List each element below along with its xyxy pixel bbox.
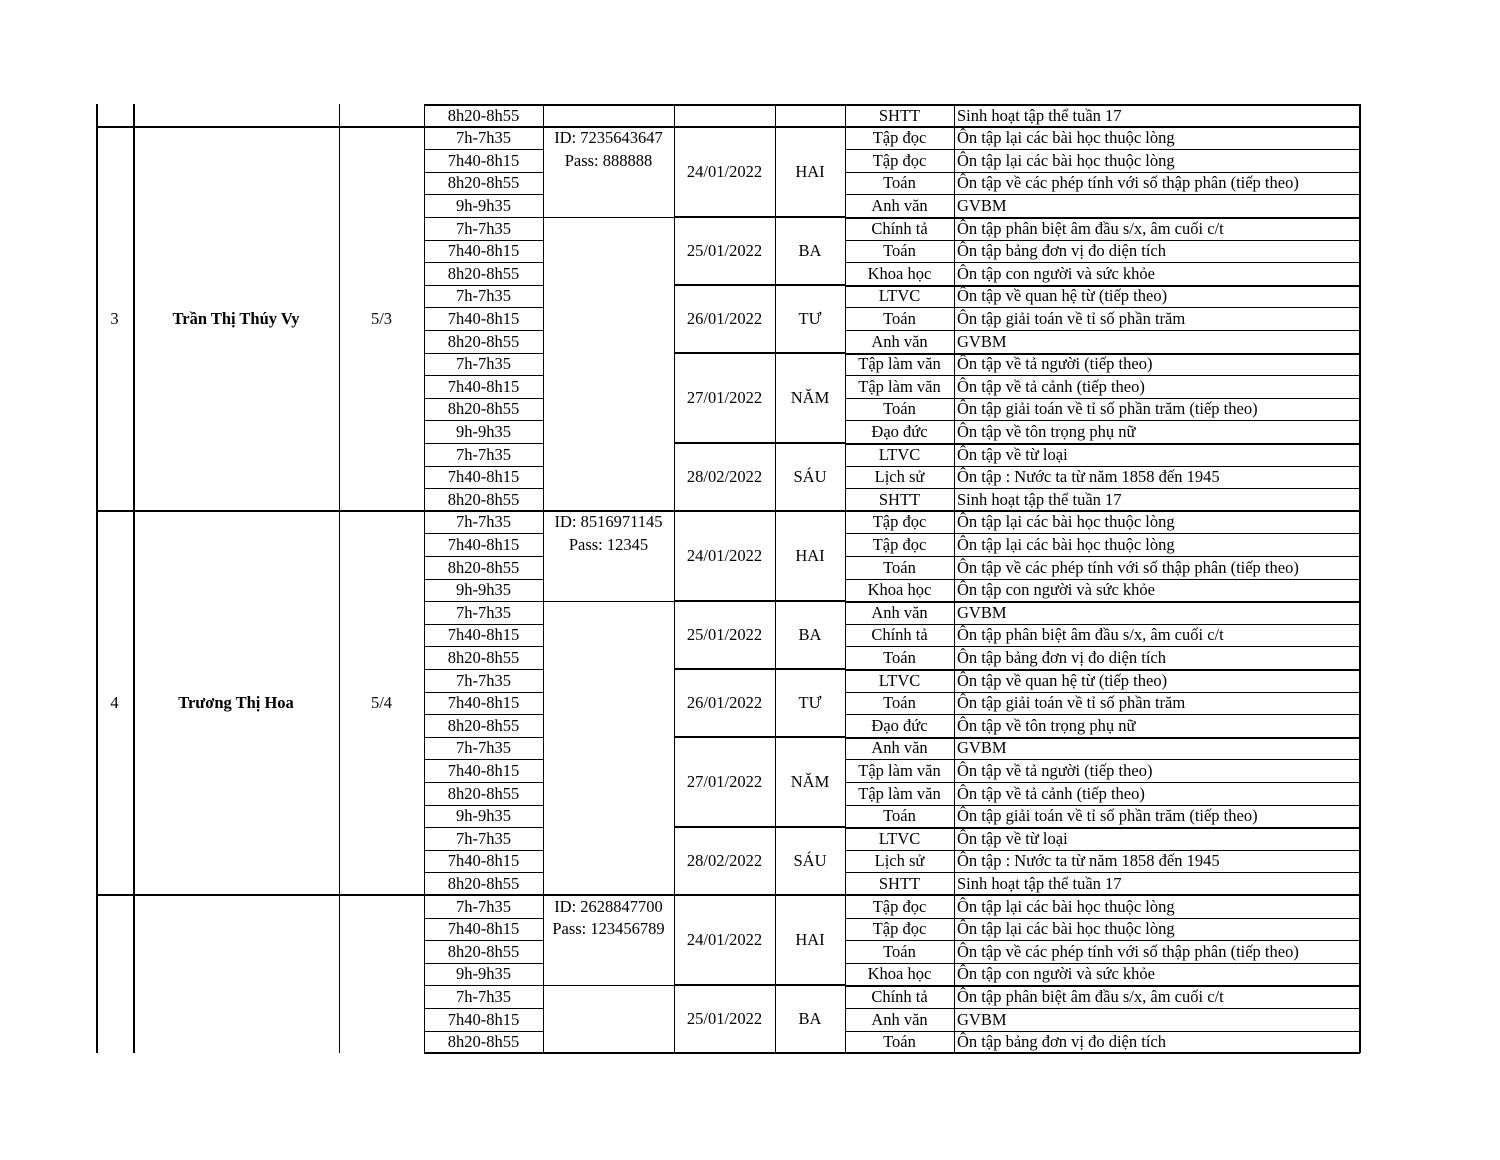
lesson-content: Sinh hoạt tập thể tuần 17 (957, 105, 1122, 125)
subject: Tập làm văn (858, 760, 941, 780)
subject: Tập đọc (872, 896, 927, 916)
session-date: 27/01/2022 (686, 772, 763, 791)
session-date: 28/02/2022 (686, 851, 763, 870)
class-name: 5/3 (370, 309, 393, 328)
time-slot: 7h40-8h15 (447, 1009, 520, 1029)
lesson-content: GVBM (957, 331, 1007, 351)
subject: Tập đọc (872, 150, 927, 170)
session-divider (674, 216, 845, 218)
time-slot: 8h20-8h55 (447, 715, 520, 735)
subject: Anh văn (871, 738, 928, 757)
session-weekday: TƯ (798, 309, 822, 328)
time-slot: 7h40-8h15 (447, 625, 520, 644)
time-slot: 8h20-8h55 (447, 647, 520, 667)
lesson-content: Ôn tập về từ loại (957, 828, 1068, 848)
time-slot: 9h-9h35 (456, 195, 511, 215)
session-divider (674, 442, 845, 444)
time-slot: 8h20-8h55 (447, 941, 520, 961)
lesson-content: Ôn tập : Nước ta từ năm 1858 đến 1945 (957, 851, 1220, 870)
time-slot: 7h-7h35 (456, 828, 511, 848)
col-no-left (96, 104, 98, 1053)
lesson-content: Sinh hoạt tập thể tuần 17 (957, 873, 1122, 893)
subject: LTVC (878, 828, 921, 848)
session-weekday: BA (798, 625, 822, 644)
time-slot: 7h-7h35 (456, 986, 511, 1006)
subject: Anh văn (871, 602, 928, 622)
subject: Tập đọc (872, 128, 927, 147)
subject: Khoa học (867, 964, 932, 983)
subject: Toán (883, 308, 916, 328)
session-weekday: NĂM (790, 388, 830, 407)
session-date: 27/01/2022 (686, 388, 763, 407)
teacher-number: 3 (110, 309, 119, 328)
time-slot: 7h-7h35 (456, 738, 511, 757)
lesson-content: GVBM (957, 602, 1007, 622)
time-slot: 7h40-8h15 (447, 241, 520, 260)
session-weekday: SÁU (793, 467, 827, 486)
col-meeting-left (543, 104, 544, 1053)
subject: SHTT (878, 105, 921, 125)
lesson-content: Ôn tập về từ loại (957, 444, 1068, 464)
subject: Chính tả (871, 986, 928, 1006)
lesson-content: Ôn tập giải toán về tỉ số phần trăm (tiếp theo) (957, 806, 1258, 825)
session-divider (674, 826, 845, 828)
meeting-cell-line (543, 217, 674, 218)
lesson-content: Ôn tập lại các bài học thuộc lòng (957, 534, 1175, 554)
lesson-content: Ôn tập bảng đơn vị đo diện tích (957, 647, 1166, 667)
time-slot: 8h20-8h55 (447, 489, 520, 509)
subject: Anh văn (871, 331, 928, 351)
col-class-left (339, 104, 340, 1053)
time-slot: 7h40-8h15 (447, 376, 520, 396)
time-slot: 7h40-8h15 (447, 308, 520, 328)
lesson-content: Ôn tập lại các bài học thuộc lòng (957, 919, 1175, 938)
subject: Chính tả (871, 218, 928, 238)
time-slot: 7h40-8h15 (447, 467, 520, 486)
session-weekday: HAI (795, 162, 825, 181)
session-date: 25/01/2022 (686, 241, 763, 260)
session-weekday: BA (798, 1009, 822, 1028)
time-slot: 8h20-8h55 (447, 105, 520, 125)
lesson-content: Ôn tập về các phép tính với số thập phân (tiếp theo) (957, 941, 1299, 961)
time-slot: 9h-9h35 (456, 964, 511, 983)
time-slot: 7h40-8h15 (447, 919, 520, 938)
time-slot: 9h-9h35 (456, 806, 511, 825)
meeting-id: ID: 8516971145 (554, 512, 663, 531)
teacher-name: Trương Thị Hoa (178, 693, 294, 712)
subject: Lịch sử (874, 467, 925, 486)
subject: Anh văn (871, 195, 928, 215)
subject: Toán (883, 806, 916, 825)
time-slot: 7h40-8h15 (447, 851, 520, 870)
time-slot: 7h-7h35 (456, 128, 511, 147)
session-date: 25/01/2022 (686, 1009, 763, 1028)
time-slot: 8h20-8h55 (447, 783, 520, 803)
subject: Khoa học (867, 580, 932, 599)
lesson-content: Ôn tập về quan hệ từ (tiếp theo) (957, 670, 1168, 690)
lesson-content: GVBM (957, 195, 1007, 215)
session-date: 26/01/2022 (686, 693, 763, 712)
lesson-content: Ôn tập lại các bài học thuộc lòng (957, 150, 1175, 170)
time-slot: 7h40-8h15 (447, 150, 520, 170)
subject: Toán (883, 557, 916, 577)
lesson-content: Ôn tập về quan hệ từ (tiếp theo) (957, 286, 1168, 305)
lesson-content: Ôn tập con người và sức khỏe (957, 964, 1155, 983)
teacher-name: Trần Thị Thúy Vy (172, 309, 300, 328)
subject: Chính tả (871, 625, 928, 644)
session-divider (674, 736, 845, 738)
subject: Khoa học (867, 263, 932, 283)
subject: LTVC (878, 286, 921, 305)
subject: Tập làm văn (858, 354, 941, 373)
lesson-content: Ôn tập về tả cảnh (tiếp theo) (957, 783, 1145, 803)
col-day-left (775, 104, 776, 1053)
col-date-left (674, 104, 675, 1053)
lesson-content: Ôn tập về tôn trọng phụ nữ (957, 421, 1136, 441)
time-slot: 7h-7h35 (456, 670, 511, 690)
meeting-password: Pass: 123456789 (552, 919, 665, 938)
lesson-content: Ôn tập giải toán về tỉ số phần trăm (957, 693, 1186, 712)
subject: Tập đọc (872, 534, 927, 554)
subject: SHTT (878, 489, 921, 509)
time-slot: 7h40-8h15 (447, 760, 520, 780)
col-name-left (133, 104, 135, 1053)
teacher-number: 4 (110, 693, 119, 712)
lesson-content: Sinh hoạt tập thể tuần 17 (957, 489, 1122, 509)
session-date: 28/02/2022 (686, 467, 763, 486)
lesson-content: Ôn tập về các phép tính với số thập phân (tiếp theo) (957, 173, 1299, 192)
lesson-content: Ôn tập giải toán về tỉ số phần trăm (tiếp theo) (957, 399, 1258, 418)
subject: Toán (883, 1032, 916, 1051)
subject: Toán (883, 173, 916, 192)
time-slot: 7h40-8h15 (447, 693, 520, 712)
session-divider (674, 984, 845, 986)
time-slot: 7h40-8h15 (447, 534, 520, 554)
lesson-content: Ôn tập bảng đơn vị đo diện tích (957, 1032, 1166, 1051)
table-bottom-border (424, 1052, 1360, 1054)
table-top-border (424, 104, 1360, 106)
meeting-password: Pass: 12345 (568, 534, 649, 554)
session-divider (674, 352, 845, 354)
lesson-content: Ôn tập phân biệt âm đầu s/x, âm cuối c/t (957, 986, 1224, 1006)
lesson-content: Ôn tập phân biệt âm đầu s/x, âm cuối c/t (957, 218, 1224, 238)
subject: Tập đọc (872, 919, 927, 938)
time-slot: 7h-7h35 (456, 602, 511, 622)
session-weekday: TƯ (798, 693, 822, 712)
subject: Tập làm văn (858, 376, 941, 396)
col-right-border (1359, 104, 1361, 1053)
session-weekday: HAI (795, 546, 825, 565)
subject: Tập làm văn (858, 783, 941, 803)
time-slot: 8h20-8h55 (447, 399, 520, 418)
session-weekday: BA (798, 241, 822, 260)
subject: Toán (883, 941, 916, 961)
lesson-content: GVBM (957, 1009, 1007, 1029)
lesson-content: Ôn tập bảng đơn vị đo diện tích (957, 241, 1166, 260)
lesson-content: Ôn tập lại các bài học thuộc lòng (957, 128, 1175, 147)
time-slot: 7h-7h35 (456, 286, 511, 305)
lesson-content: Ôn tập về tôn trọng phụ nữ (957, 715, 1136, 735)
session-divider (674, 668, 845, 670)
time-slot: 8h20-8h55 (447, 557, 520, 577)
subject: Toán (883, 693, 916, 712)
lesson-content: GVBM (957, 738, 1007, 757)
lesson-content: Ôn tập về tả cảnh (tiếp theo) (957, 376, 1145, 396)
subject: Toán (883, 241, 916, 260)
time-slot: 8h20-8h55 (447, 263, 520, 283)
session-date: 26/01/2022 (686, 309, 763, 328)
time-slot: 9h-9h35 (456, 421, 511, 441)
session-weekday: NĂM (790, 772, 830, 791)
lesson-content: Ôn tập phân biệt âm đầu s/x, âm cuối c/t (957, 625, 1224, 644)
col-time-left (424, 104, 425, 1053)
subject: Toán (883, 399, 916, 418)
time-slot: 9h-9h35 (456, 580, 511, 599)
meeting-password: Pass: 888888 (564, 150, 653, 170)
subject: Tập đọc (872, 512, 927, 531)
time-slot: 7h-7h35 (456, 354, 511, 373)
time-slot: 7h-7h35 (456, 444, 511, 464)
session-date: 24/01/2022 (686, 162, 763, 181)
time-slot: 8h20-8h55 (447, 173, 520, 192)
lesson-content: Ôn tập lại các bài học thuộc lòng (957, 896, 1175, 916)
time-slot: 7h-7h35 (456, 896, 511, 916)
subject: Anh văn (871, 1009, 928, 1029)
lesson-content: Ôn tập lại các bài học thuộc lòng (957, 512, 1175, 531)
time-slot: 7h-7h35 (456, 512, 511, 531)
class-name: 5/4 (370, 693, 393, 712)
subject: Lịch sử (874, 851, 925, 870)
session-divider (674, 284, 845, 286)
session-divider (674, 600, 845, 602)
col-subject-left (845, 104, 846, 1053)
time-slot: 8h20-8h55 (447, 1032, 520, 1051)
meeting-id: ID: 2628847700 (554, 896, 663, 916)
session-weekday: HAI (795, 930, 825, 949)
subject: LTVC (878, 670, 921, 690)
time-slot: 8h20-8h55 (447, 873, 520, 893)
col-content-left (954, 104, 955, 1053)
lesson-content: Ôn tập về tả người (tiếp theo) (957, 354, 1153, 373)
lesson-content: Ôn tập về các phép tính với số thập phân (tiếp theo) (957, 557, 1299, 577)
session-date: 25/01/2022 (686, 625, 763, 644)
session-date: 24/01/2022 (686, 546, 763, 565)
session-date: 24/01/2022 (686, 930, 763, 949)
lesson-content: Ôn tập về tả người (tiếp theo) (957, 760, 1153, 780)
subject: Đạo đức (871, 715, 928, 735)
time-slot: 8h20-8h55 (447, 331, 520, 351)
subject: Toán (883, 647, 916, 667)
lesson-content: Ôn tập : Nước ta từ năm 1858 đến 1945 (957, 467, 1220, 486)
lesson-content: Ôn tập giải toán về tỉ số phần trăm (957, 308, 1186, 328)
time-slot: 7h-7h35 (456, 218, 511, 238)
meeting-id: ID: 7235643647 (554, 128, 663, 147)
lesson-content: Ôn tập con người và sức khỏe (957, 580, 1155, 599)
meeting-cell-line (543, 985, 674, 986)
subject: Đạo đức (871, 421, 928, 441)
session-weekday: SÁU (793, 851, 827, 870)
lesson-content: Ôn tập con người và sức khỏe (957, 263, 1155, 283)
subject: LTVC (878, 444, 921, 464)
meeting-cell-line (543, 601, 674, 602)
subject: SHTT (878, 873, 921, 893)
